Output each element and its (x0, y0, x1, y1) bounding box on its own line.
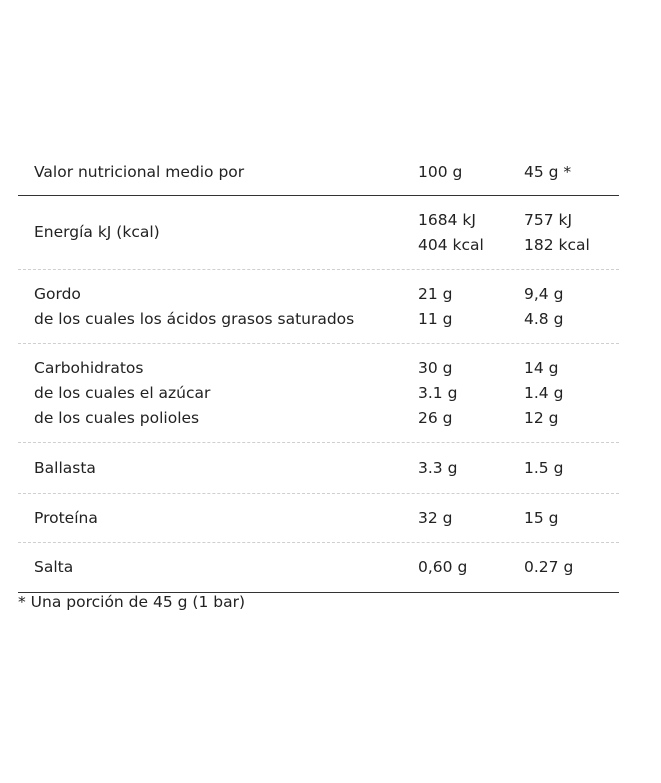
table-header-row (18, 150, 619, 196)
row-value-100g: 32 g (418, 508, 453, 527)
header-col-serving: 45 g * (524, 163, 572, 181)
row-value-serving: 14 g 1.4 g 12 g (524, 358, 564, 427)
row-value-100g: 1684 kJ 404 kcal (418, 210, 484, 254)
row-label: Energía kJ (kcal) (34, 223, 160, 241)
table-row-protein (18, 494, 619, 543)
table-row-fat (18, 270, 619, 344)
row-value-serving: 0.27 g (524, 558, 574, 576)
nutrition-table (18, 150, 619, 593)
row-value-serving: 1.5 g (524, 458, 564, 477)
row-value-100g: 30 g 3.1 g 26 g (418, 358, 458, 427)
row-label: Salta (34, 558, 74, 576)
table-row-energy (18, 196, 619, 270)
row-label: Ballasta (34, 458, 96, 477)
row-label: Proteína (34, 508, 98, 527)
row-value-100g: 0,60 g (418, 558, 468, 576)
header-label: Valor nutricional medio por (34, 163, 245, 181)
row-value-100g: 21 g 11 g (418, 284, 453, 328)
header-col-100g: 100 g (418, 163, 463, 181)
row-label: Carbohidratos de los cuales el azúcar de los cuales polioles (34, 358, 211, 427)
row-label: Gordo de los cuales los ácidos grasos saturados (34, 284, 355, 328)
row-value-serving: 9,4 g 4.8 g (524, 284, 564, 328)
table-row-salt (18, 543, 619, 593)
serving-footnote: * Una porción de 45 g (1 bar) (18, 593, 245, 611)
row-value-100g: 3.3 g (418, 458, 458, 477)
row-value-serving: 15 g (524, 508, 559, 527)
table-row-fiber (18, 443, 619, 494)
row-value-serving: 757 kJ 182 kcal (524, 210, 590, 254)
table-row-carbohydrates (18, 344, 619, 443)
